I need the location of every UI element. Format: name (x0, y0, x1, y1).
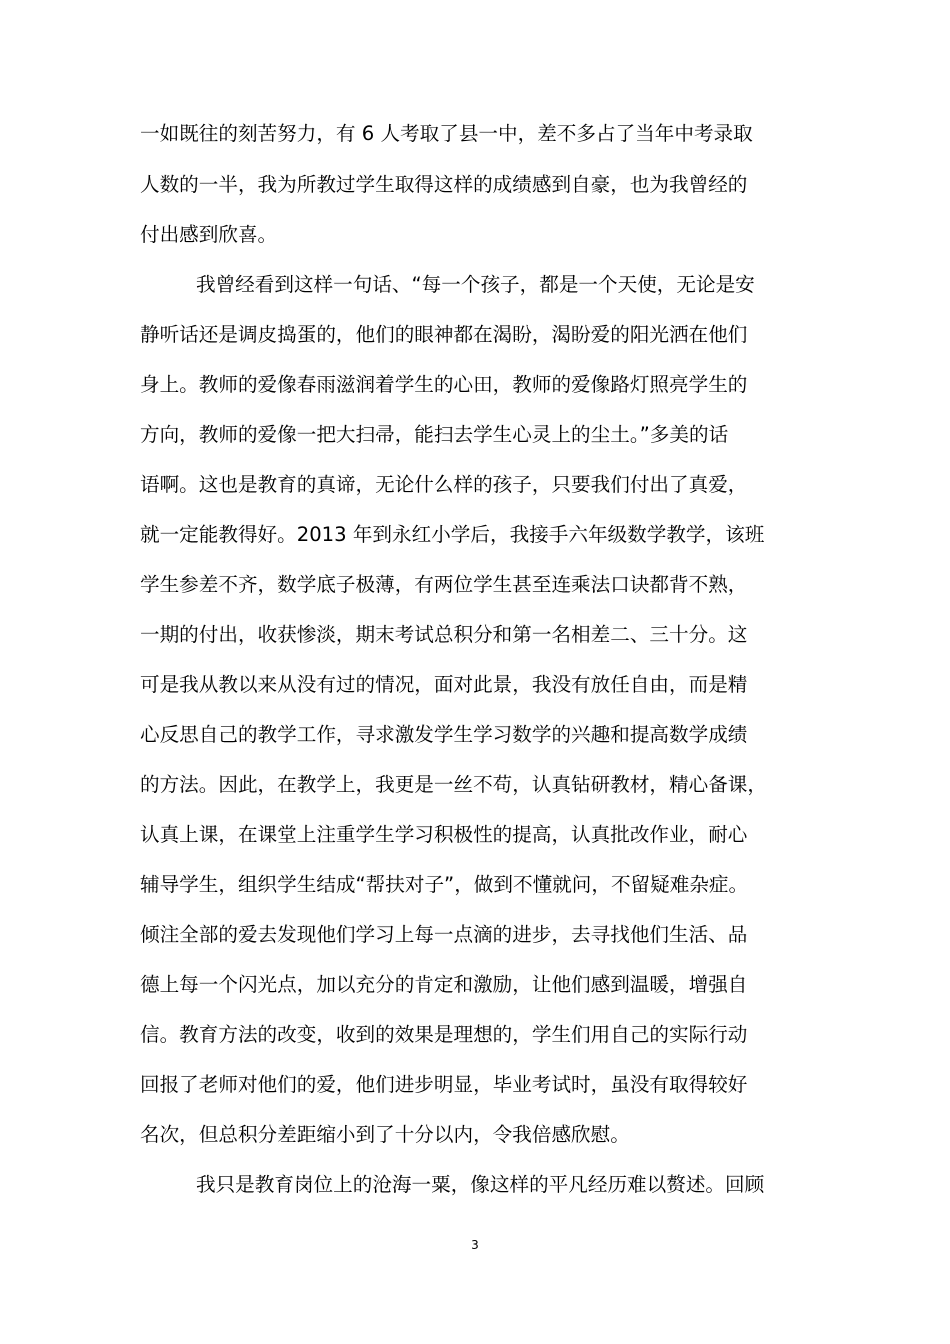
text-line: 德上每一个闪光点，加以充分的肯定和激励，让他们感到温暖，增强自 (140, 973, 748, 996)
text-line: 一如既往的刻苦努力，有 6 人考取了县一中，差不多占了当年中考录取 (140, 122, 753, 145)
text-line: 学生参差不齐，数学底子极薄，有两位学生甚至连乘法口诀都背不熟， (140, 573, 748, 596)
text-line: 名次，但总积分差距缩小到了十分以内，令我倍感欣慰。 (140, 1123, 630, 1146)
text-line: 身上。教师的爱像春雨滋润着学生的心田，教师的爱像路灯照亮学生的 (140, 373, 748, 396)
text-line: 倾注全部的爱去发现他们学习上每一点滴的进步，去寻找他们生活、品 (140, 923, 748, 946)
paragraph-first-line: 我曾经看到这样一句话、“每一个孩子，都是一个天使，无论是安 (196, 273, 755, 296)
text-line: 信。教育方法的改变，收到的效果是理想的，学生们用自己的实际行动 (140, 1023, 748, 1046)
text-line: 可是我从教以来从没有过的情况，面对此景，我没有放任自由，而是精 (140, 673, 748, 696)
text-line: 回报了老师对他们的爱，他们进步明显，毕业考试时，虽没有取得较好 (140, 1073, 748, 1096)
text-line: 的方法。因此，在教学上，我更是一丝不苟，认真钻研教材，精心备课， (140, 773, 767, 796)
text-line: 静听话还是调皮捣蛋的，他们的眼神都在渴盼，渴盼爱的阳光洒在他们 (140, 323, 748, 346)
text-line: 一期的付出，收获惨淡，期末考试总积分和第一名相差二、三十分。这 (140, 623, 748, 646)
text-line: 付出感到欣喜。 (140, 223, 278, 246)
paragraph-first-line: 我只是教育岗位上的沧海一粟，像这样的平凡经历难以赘述。回顾 (196, 1173, 765, 1196)
text-line: 语啊。这也是教育的真谛，无论什么样的孩子，只要我们付出了真爱， (140, 473, 748, 496)
text-line: 辅导学生，组织学生结成“帮扶对子”，做到不懂就问，不留疑难杂症。 (140, 873, 749, 896)
text-line: 人数的一半，我为所教过学生取得这样的成绩感到自豪，也为我曾经的 (140, 173, 748, 196)
text-line: 就一定能教得好。2013 年到永红小学后，我接手六年级数学教学，该班 (140, 523, 765, 546)
text-line: 方向，教师的爱像一把大扫帚，能扫去学生心灵上的尘土。”多美的话 (140, 423, 729, 446)
text-line: 认真上课，在课堂上注重学生学习积极性的提高，认真批改作业，耐心 (140, 823, 748, 846)
page-number: 3 (471, 1238, 479, 1252)
text-line: 心反思自己的教学工作，寻求激发学生学习数学的兴趣和提高数学成绩 (140, 723, 748, 746)
